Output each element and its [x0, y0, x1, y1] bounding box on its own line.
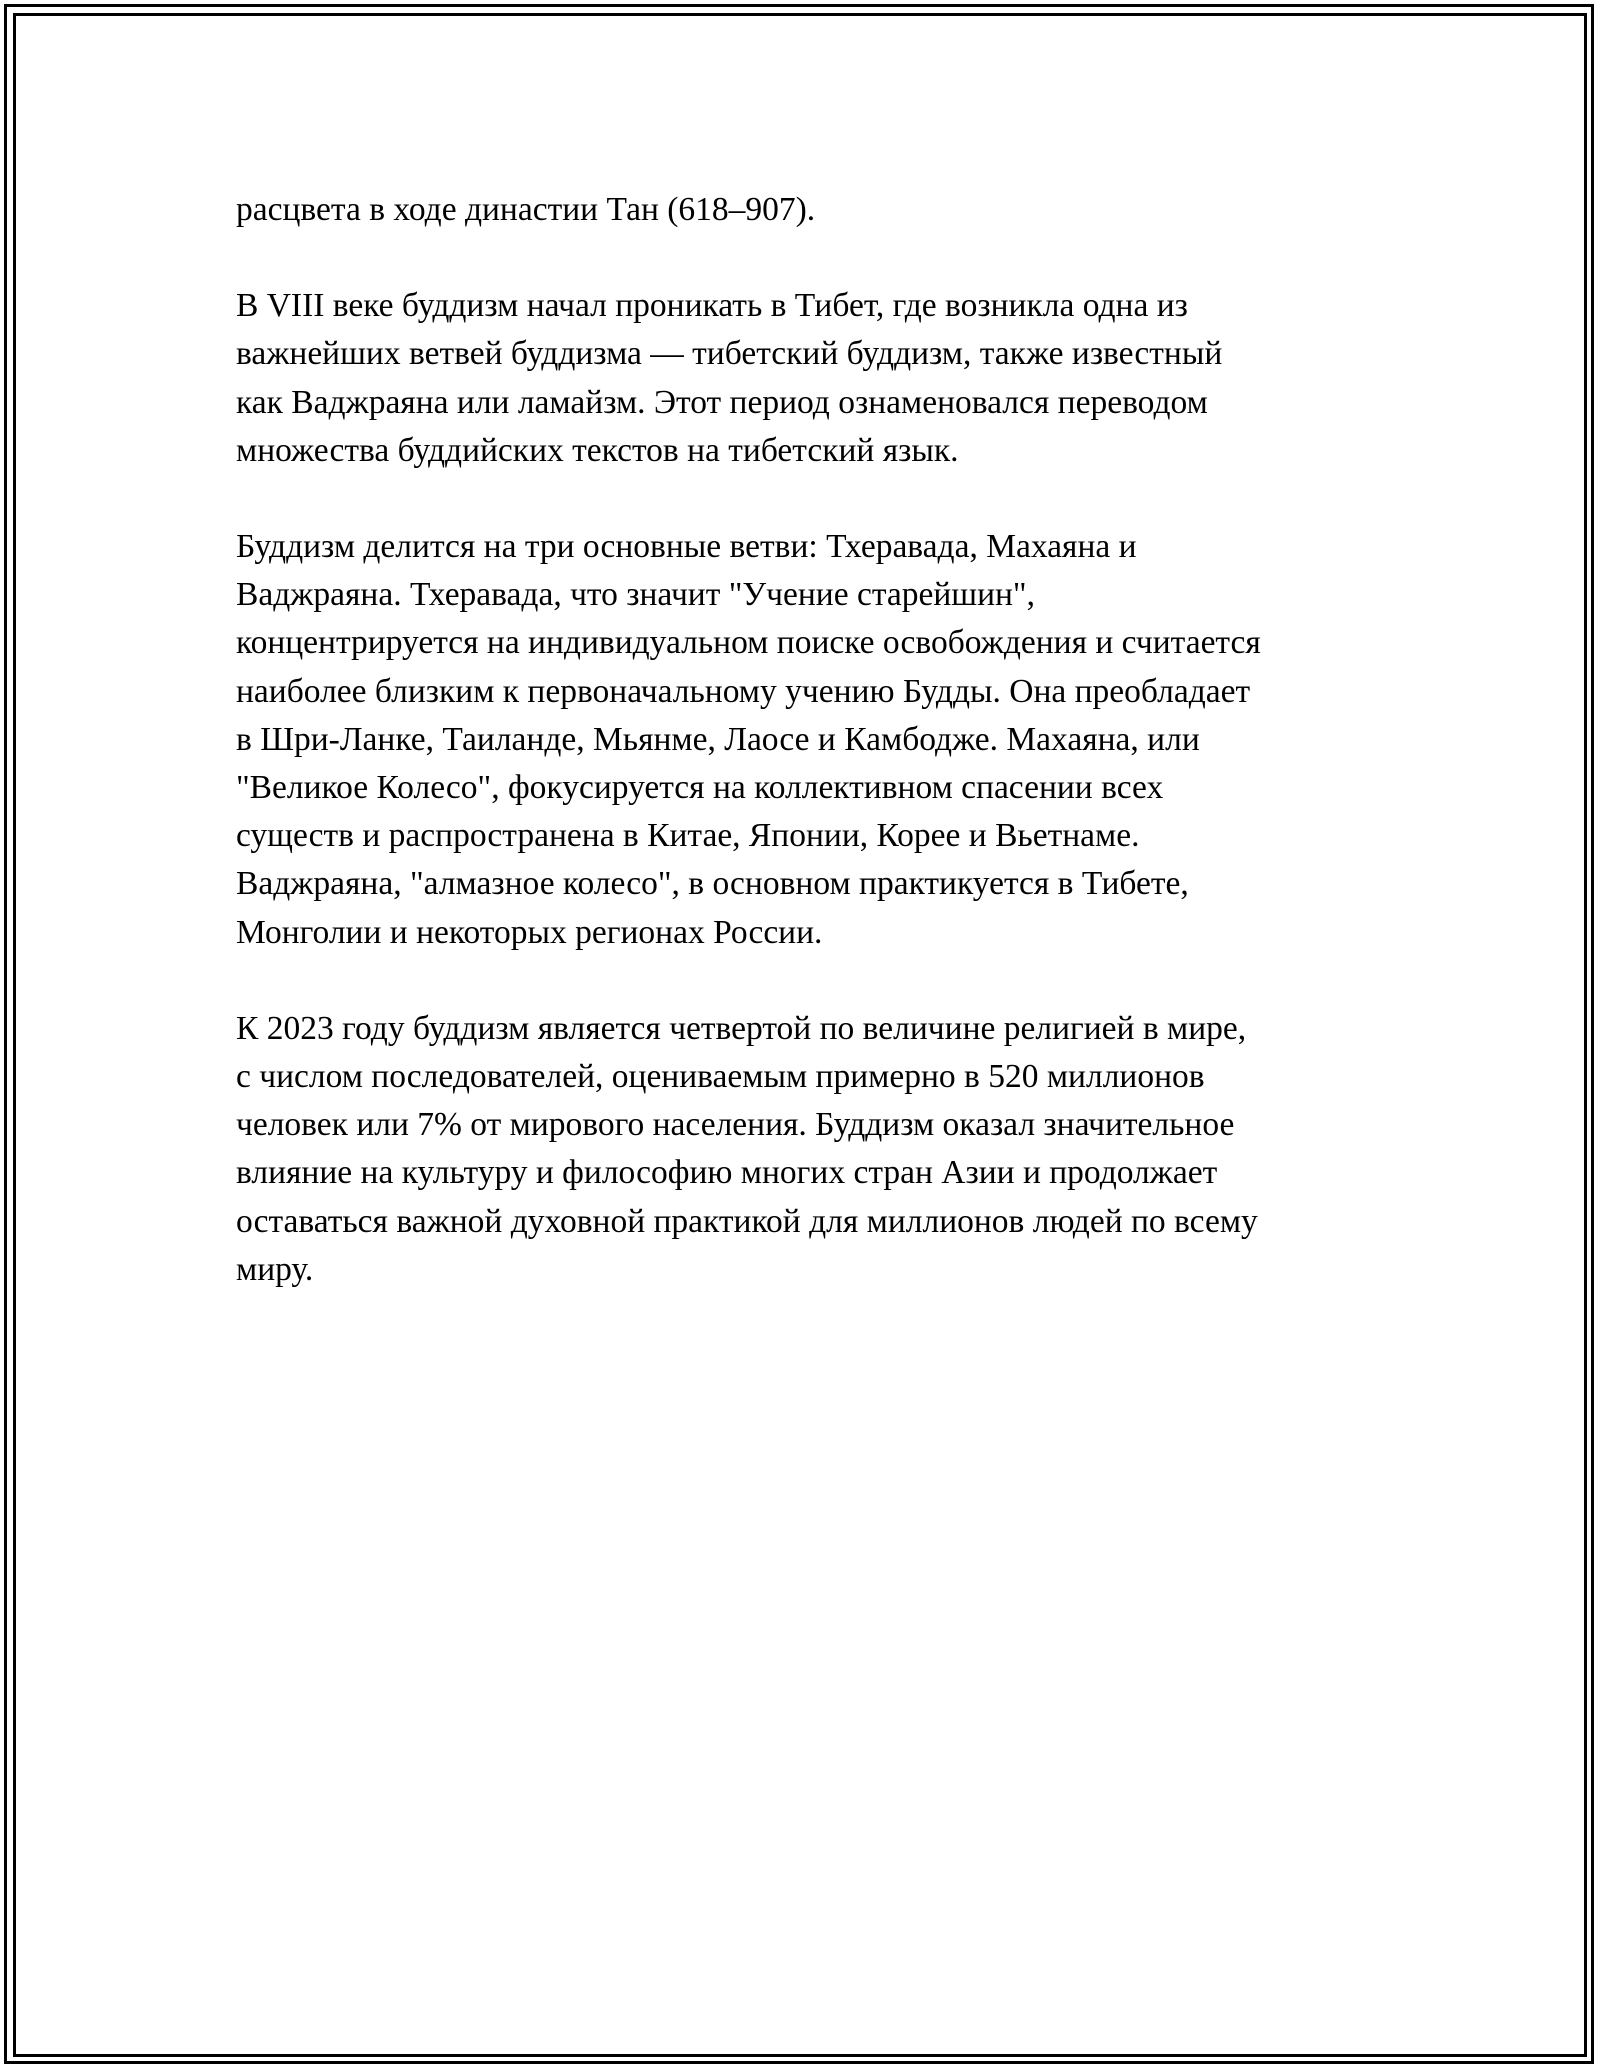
text-line: оставаться важной духовной практикой для миллионов людей по всему: [236, 1202, 1258, 1240]
text-line: важнейших ветвей буддизма — тибетский буддизм, также известный: [236, 335, 1223, 373]
text-line: миру.: [236, 1250, 314, 1288]
text-line: как Ваджраяна или ламайзм. Этот период ознаменовался переводом: [236, 383, 1208, 421]
text-line: Ваджраяна, "алмазное колесо", в основном практикуется в Тибете,: [236, 865, 1189, 903]
text-line: расцвета в ходе династии Тан (618–907).: [236, 191, 816, 228]
paragraph-tang-dynasty: [236, 186, 1376, 234]
text-line: К 2023 году буддизм является четвертой по величине религией в мире,: [236, 1009, 1247, 1047]
text-line: В VIII веке буддизм начал проникать в Тибет, где возникла одна из: [236, 287, 1188, 325]
text-line: "Великое Колесо", фокусируется на коллективном спасении всех: [236, 769, 1164, 807]
text-line: концентрируется на индивидуальном поиске освобождения и считается: [236, 624, 1261, 662]
text-line: влияние на культуру и философию многих стран Азии и продолжает: [236, 1154, 1218, 1192]
text-line: Буддизм делится на три основные ветви: Тхеравада, Махаяна и: [236, 528, 1137, 566]
text-line: человек или 7% от мирового населения. Буддизм оказал значительное: [236, 1106, 1235, 1144]
paragraph-statistics: [236, 1005, 1376, 1294]
text-line: Монголии и некоторых регионах России.: [236, 913, 823, 951]
text-line: с числом последователей, оцениваемым примерно в 520 миллионов: [236, 1058, 1205, 1096]
text-line: существ и распространена в Китае, Японии, Корее и Вьетнаме.: [236, 817, 1140, 855]
text-line: Ваджраяна. Тхеравада, что значит "Учение старейшин",: [236, 576, 1035, 614]
text-line: множества буддийских текстов на тибетский язык.: [236, 431, 959, 469]
document-body: [236, 186, 1376, 1342]
paragraph-tibet: [236, 282, 1376, 475]
text-line: наиболее близким к первоначальному учению Будды. Она преобладает: [236, 672, 1251, 710]
text-line: в Шри-Ланке, Таиланде, Мьянме, Лаосе и Камбодже. Махаяна, или: [236, 720, 1200, 758]
paragraph-branches: [236, 523, 1376, 957]
